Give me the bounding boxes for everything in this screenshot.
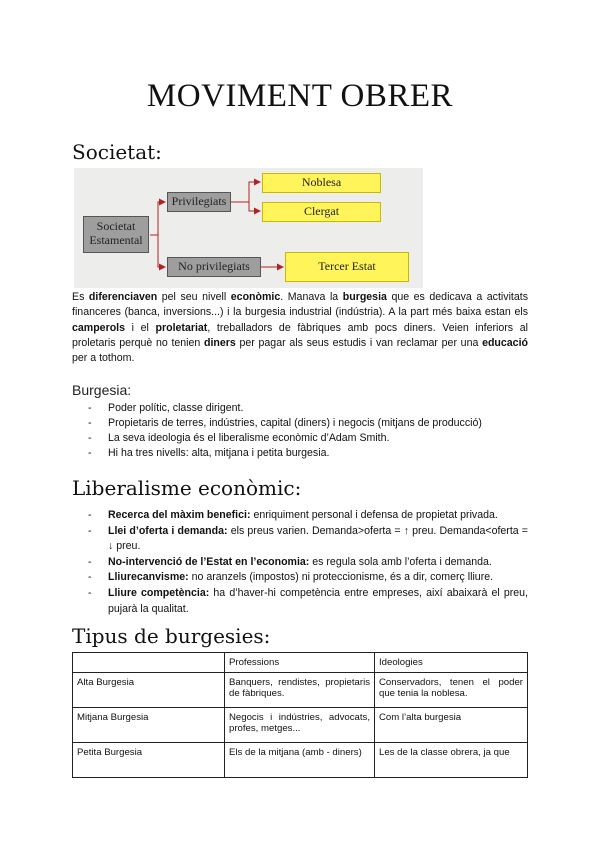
- table-cell: Banquers, rendistes, propietaris de fàbriques.: [225, 673, 375, 708]
- bold-term: burgesia: [342, 291, 387, 303]
- section-heading-liberalisme: Liberalisme econòmic:: [72, 476, 302, 500]
- text-run: La seva ideologia és el liberalisme econòmic d’Adam Smith.: [108, 432, 390, 444]
- text-run: ha d’haver-hi competència entre empreses, així abaixarà el preu, pujarà la qualitat.: [108, 586, 528, 615]
- page-title: MOVIMENT OBRER: [146, 78, 454, 114]
- bold-term: educació: [482, 336, 528, 349]
- table-row: [73, 743, 528, 778]
- burgesies-table: [72, 652, 528, 778]
- table-cell: Negocis i indústries, advocats, profes, metges...: [225, 708, 375, 743]
- text-run: Hi ha tres nivells: alta, mitjana i petita burgesia.: [108, 447, 330, 459]
- table-cell: Petita Burgesia: [73, 743, 225, 778]
- bold-term: econòmic: [230, 291, 281, 303]
- box-privilegiats: Privilegiats: [167, 192, 231, 212]
- list-item: [88, 586, 528, 617]
- list-item: [88, 570, 528, 586]
- arrow-to-no-privilegiats: [158, 235, 165, 267]
- table-cell: Conservadors, tenen el poder que tenia la noblesa.: [375, 673, 528, 708]
- arrow-to-privilegiats: [150, 202, 165, 235]
- text-run: no aranzels (impostos) ni proteccionisme, és a dir, comerç lliure.: [188, 571, 494, 584]
- bold-term: Lliurecanvisme:: [108, 571, 189, 584]
- box-noblesa: Noblesa: [262, 173, 381, 193]
- bold-term: camperols: [72, 321, 125, 334]
- subheading-burgesia: Burgesia:: [72, 382, 132, 398]
- box-tercer-estat: Tercer Estat: [285, 252, 409, 282]
- list-item: [88, 401, 528, 416]
- list-item: [88, 555, 528, 571]
- table-row: [73, 673, 528, 708]
- bold-term: Lliure competència:: [108, 586, 210, 599]
- list-item: [88, 508, 528, 524]
- table-header-cell: Professions: [225, 653, 375, 673]
- text-run: per pagar als seus estudis i van reclamar per una: [235, 336, 483, 349]
- table-header-cell: Ideologies: [375, 653, 528, 673]
- table-header-row: [73, 653, 528, 673]
- box-clergat: Clergat: [262, 202, 381, 222]
- table-row: [73, 708, 528, 743]
- list-item: [88, 524, 528, 555]
- table-cell: Alta Burgesia: [73, 673, 225, 708]
- text-run: Es: [72, 291, 89, 303]
- bold-term: Llei d’oferta i demanda:: [108, 524, 228, 537]
- text-run: es regula sola amb l’oferta i demanda.: [309, 555, 492, 568]
- box-societat-line1: Societat: [96, 219, 136, 233]
- text-run: Propietaris de terres, indústries, capital (diners) i negocis (mitjans de producció): [108, 417, 482, 429]
- table-cell: Mitjana Burgesia: [73, 708, 225, 743]
- section-heading-societat: Societat:: [72, 140, 162, 164]
- arrow-to-clergat: [249, 202, 260, 211]
- box-societat-estamental: [83, 216, 149, 253]
- bold-term: diners: [204, 336, 236, 349]
- bold-term: Recerca del màxim benefici:: [108, 509, 251, 521]
- table-cell: Les de la classe obrera, ja que: [375, 743, 528, 778]
- bold-term: diferenciaven: [88, 291, 158, 303]
- list-item: [88, 416, 528, 431]
- table-header-cell: [73, 653, 225, 673]
- text-run: els preus varien. Demanda>oferta = ↑ preu. Demanda<oferta = ↓ preu.: [108, 524, 528, 553]
- text-run: i el: [125, 321, 156, 334]
- societat-paragraph: [72, 290, 528, 366]
- box-no-privilegiats: No privilegiats: [167, 257, 261, 277]
- text-run: pel seu nivell: [157, 291, 231, 303]
- text-run: , treballadors de fàbriques amb pocs diners. Veien inferiors al proletaris perquè no tenien: [72, 321, 528, 349]
- text-run: enriquiment personal i defensa de propietat privada.: [250, 509, 498, 521]
- list-item: [88, 446, 528, 461]
- arrow-to-noblesa: [229, 182, 260, 202]
- table-cell: Els de la mitjana (amb - diners): [225, 743, 375, 778]
- text-run: que es dedicava a activitats financeres (banca, inversions...) i la burgesia industrial (indústria). A la part més baixa estan els: [72, 291, 529, 319]
- liberalisme-list: [88, 508, 528, 617]
- section-heading-tipus: Tipus de burgesies:: [72, 624, 271, 648]
- society-diagram: [74, 168, 423, 288]
- text-run: per a tothom.: [72, 352, 135, 365]
- bold-term: proletariat: [155, 321, 208, 334]
- box-societat-line2: Estamental: [89, 233, 143, 247]
- text-run: Poder polític, classe dirigent.: [108, 402, 244, 414]
- bold-term: No-intervenció de l’Estat en l’economia:: [108, 555, 310, 568]
- burgesia-list: [88, 401, 528, 461]
- table-cell: Com l’alta burgesia: [375, 708, 528, 743]
- list-item: [88, 431, 528, 446]
- text-run: . Manava la: [280, 291, 343, 303]
